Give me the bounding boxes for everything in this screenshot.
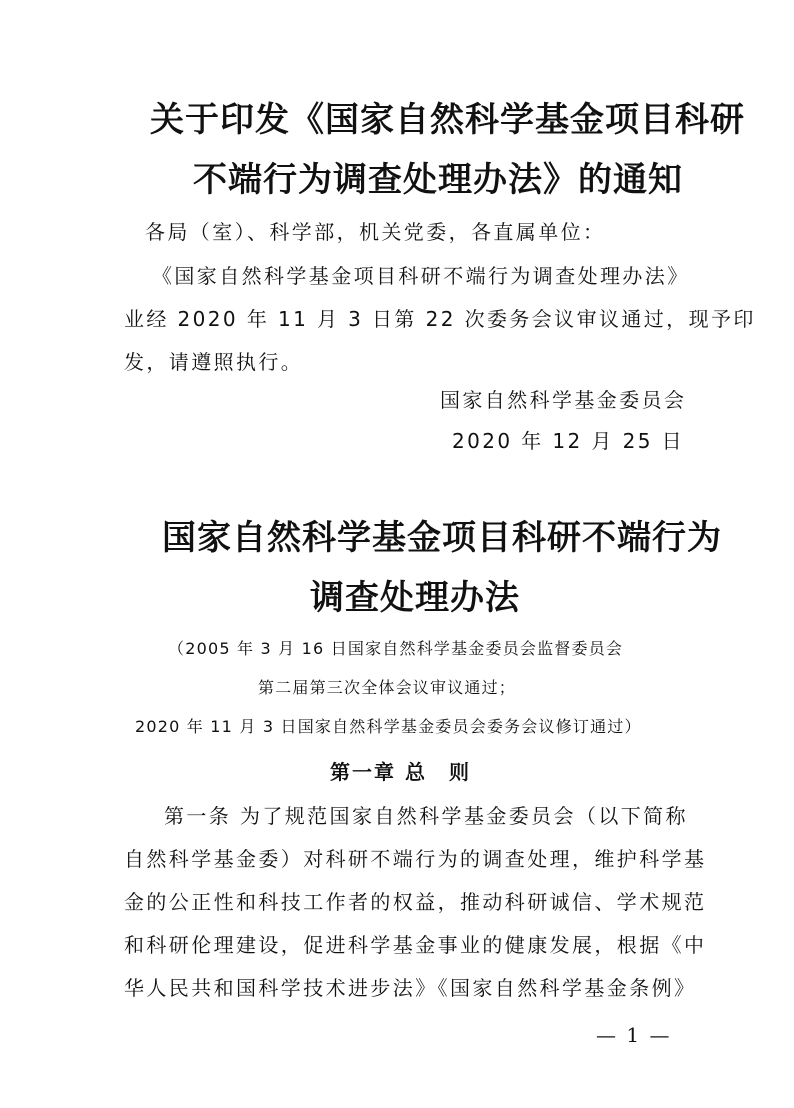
revision-history-line-3: 2020 年 11 月 3 日国家自然科学基金委员会委务会议修订通过） [135, 717, 642, 736]
notice-body-line-1: 《国家自然科学基金项目科研不端行为调查处理办法》 [152, 264, 690, 288]
notice-title-line-1: 关于印发《国家自然科学基金项目科研 [150, 100, 745, 140]
measures-title-line-1: 国家自然科学基金项目科研不端行为 [162, 518, 722, 558]
article-1-line-3: 金的公正性和科技工作者的权益，推动科研诚信、学术规范 [124, 890, 707, 914]
notice-body-line-3: 发，请遵照执行。 [124, 350, 304, 374]
article-1-line-5: 华人民共和国科学技术进步法》《国家自然科学基金条例》 [124, 976, 697, 1000]
measures-title-line-2: 调查处理办法 [310, 578, 520, 618]
revision-history-line-2: 第二届第三次全体会议审议通过； [258, 678, 517, 697]
notice-body-line-2: 业经 2020 年 11 月 3 日第 22 次委务会议审议通过，现予印 [124, 307, 756, 331]
signature-date: 2020 年 12 月 25 日 [452, 429, 684, 453]
notice-recipients: 各局（室）、科学部，机关党委，各直属单位： [145, 220, 606, 244]
chapter-heading: 第一章 总 则 [330, 760, 471, 784]
notice-title-line-2: 不端行为调查处理办法》的通知 [193, 160, 683, 200]
signature-organization: 国家自然科学基金委员会 [440, 388, 687, 412]
revision-history-line-1: （2005 年 3 月 16 日国家自然科学基金委员会监督委员会 [168, 639, 624, 658]
article-1-line-4: 和科研伦理建设，促进科学基金事业的健康发展，根据《中 [124, 933, 707, 957]
page-number: — 1 — [596, 1023, 672, 1047]
article-1-line-2: 自然科学基金委）对科研不端行为的调查处理，维护科学基 [124, 847, 707, 871]
article-1-line-1: 第一条 为了规范国家自然科学基金委员会（以下简称 [164, 804, 688, 828]
